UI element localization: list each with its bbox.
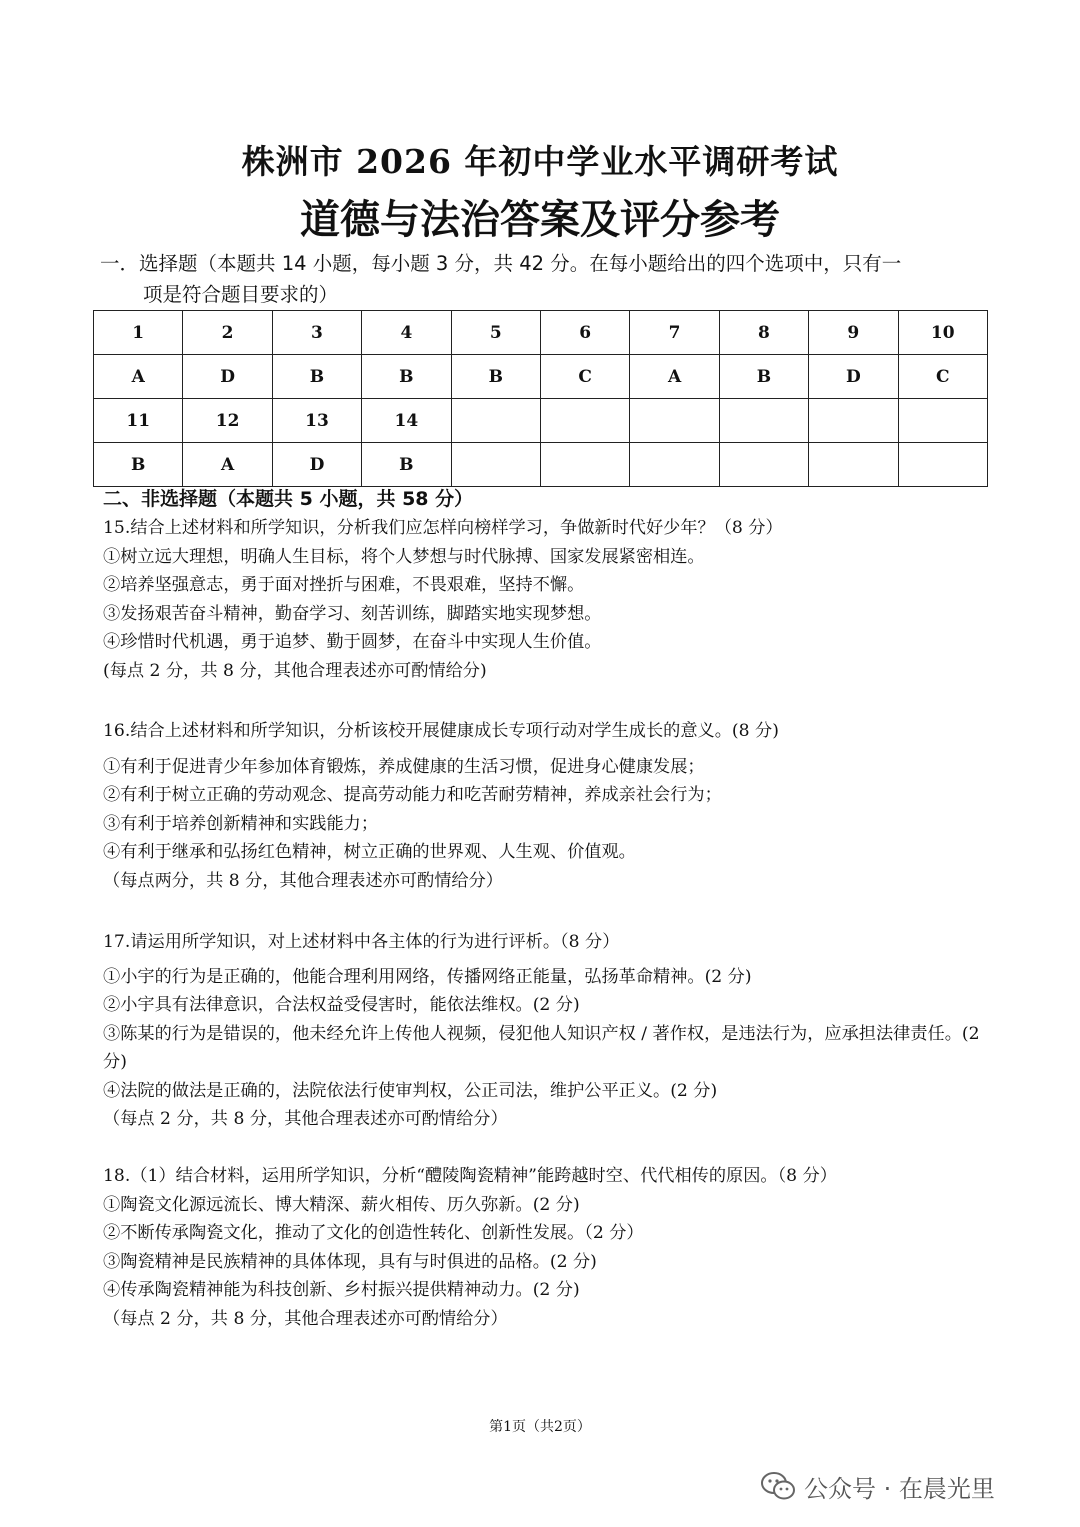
question-number-cell: 7 bbox=[630, 311, 719, 355]
answer-point: ①有利于促进青少年参加体育锻炼，养成健康的生活习惯，促进身心健康发展； bbox=[103, 756, 705, 777]
question-number-cell: 12 bbox=[183, 399, 272, 443]
answer-point: ④法院的做法是正确的，法院依法行使审判权，公正司法，维护公平正义。(2 分) bbox=[103, 1080, 718, 1101]
question-number-cell bbox=[630, 399, 719, 443]
answer-point: ③发扬艰苦奋斗精神，勤奋学习、刻苦训练，脚踏实地实现梦想。 bbox=[103, 603, 602, 624]
page-number: 第1页（共2页） bbox=[489, 1419, 591, 1435]
answer-cell: B bbox=[272, 355, 361, 399]
answer-cell: D bbox=[809, 355, 898, 399]
question-number-cell: 10 bbox=[898, 311, 987, 355]
question-17 bbox=[103, 928, 983, 1134]
scoring-note: （每点 2 分，共 8 分，其他合理表述亦可酌情给分） bbox=[103, 1109, 508, 1129]
answer-cell: A bbox=[94, 355, 183, 399]
answer-cell: C bbox=[540, 355, 629, 399]
scoring-note: （每点 2 分，共 8 分，其他合理表述亦可酌情给分） bbox=[103, 1308, 508, 1329]
question-number-cell: 1 bbox=[94, 311, 183, 355]
answer-cell: A bbox=[183, 443, 272, 487]
answer-point: ②培养坚强意志，勇于面对挫折与困难，不畏艰难，坚持不懈。 bbox=[103, 575, 585, 595]
answer-point: ①陶瓷文化源远流长、博大精深、薪火相传、历久弥新。(2 分) bbox=[103, 1194, 580, 1215]
watermark bbox=[760, 1466, 995, 1506]
watermark-text: 公众号 · 在晨光里 bbox=[804, 1474, 995, 1503]
answer-point: ④有利于继承和弘扬红色精神，树立正确的世界观、人生观、价值观。 bbox=[103, 842, 636, 862]
question-number-cell: 14 bbox=[362, 399, 451, 443]
answer-table-row bbox=[94, 443, 988, 487]
answer-cell: B bbox=[94, 443, 183, 487]
question-number-cell: 4 bbox=[362, 311, 451, 355]
scoring-note: （每点两分，共 8 分，其他合理表述亦可酌情给分） bbox=[103, 870, 503, 891]
exam-title: 株洲市 2026 年初中学业水平调研考试 bbox=[241, 142, 839, 181]
answer-cell: D bbox=[272, 443, 361, 487]
answer-point: ②有利于树立正确的劳动观念、提高劳动能力和吃苦耐劳精神，养成亲社会行为； bbox=[103, 785, 722, 805]
question-number-cell: 5 bbox=[451, 311, 540, 355]
answer-point: ①小宇的行为是正确的，他能合理利用网络，传播网络正能量，弘扬革命精神。(2 分) bbox=[103, 966, 752, 987]
question-15 bbox=[103, 514, 983, 685]
question-prompt: 18.（1）结合材料，运用所学知识，分析“醴陵陶瓷精神”能跨越时空、代代相传的原因。（8 分） bbox=[103, 1166, 837, 1186]
question-number-cell: 11 bbox=[94, 399, 183, 443]
section2-heading: 二、非选择题（本题共 5 小题，共 58 分） bbox=[103, 488, 474, 510]
question-number-cell: 3 bbox=[272, 311, 361, 355]
answer-table-row bbox=[94, 399, 988, 443]
exam-subtitle: 道德与法治答案及评分参考 bbox=[300, 197, 780, 243]
question-prompt: 17.请运用所学知识，对上述材料中各主体的行为进行评析。（8 分） bbox=[103, 932, 620, 952]
question-number-cell: 6 bbox=[540, 311, 629, 355]
answer-point: ②不断传承陶瓷文化，推动了文化的创造性转化、创新性发展。（2 分） bbox=[103, 1223, 644, 1243]
answer-cell bbox=[809, 443, 898, 487]
answer-point: ④传承陶瓷精神能为科技创新、乡村振兴提供精神动力。(2 分) bbox=[103, 1280, 580, 1300]
answer-cell: D bbox=[183, 355, 272, 399]
answer-cell bbox=[898, 443, 987, 487]
answer-table-row bbox=[94, 355, 988, 399]
question-number-cell: 13 bbox=[272, 399, 361, 443]
answer-cell: B bbox=[451, 355, 540, 399]
answer-cell bbox=[719, 443, 808, 487]
answer-cell: B bbox=[719, 355, 808, 399]
question-number-cell bbox=[898, 399, 987, 443]
question-prompt: 15.结合上述材料和所学知识，分析我们应怎样向榜样学习，争做新时代好少年？（8 分） bbox=[103, 518, 783, 538]
question-18 bbox=[103, 1162, 983, 1333]
answer-cell bbox=[540, 443, 629, 487]
scoring-note: (每点 2 分，共 8 分，其他合理表述亦可酌情给分) bbox=[103, 660, 487, 681]
section1-line1: 一．选择题（本题共 14 小题，每小题 3 分，共 42 分。在每小题给出的四个选项中，只有一 bbox=[100, 252, 902, 275]
answer-cell bbox=[630, 443, 719, 487]
answer-cell: B bbox=[362, 443, 451, 487]
question-number-cell: 9 bbox=[809, 311, 898, 355]
question-number-cell bbox=[540, 399, 629, 443]
answer-point: ③有利于培养创新精神和实践能力； bbox=[103, 813, 379, 834]
answer-cell: B bbox=[362, 355, 451, 399]
question-number-cell bbox=[451, 399, 540, 443]
answer-point: ③陈某的行为是错误的，他未经允许上传他人视频，侵犯他人知识产权 / 著作权，是违法行为，应承担法律责任。(2 分) bbox=[103, 1023, 980, 1072]
answer-cell: C bbox=[898, 355, 987, 399]
question-16 bbox=[103, 717, 983, 895]
question-prompt: 16.结合上述材料和所学知识，分析该校开展健康成长专项行动对学生成长的意义。(8 分) bbox=[103, 721, 779, 741]
question-number-cell: 2 bbox=[183, 311, 272, 355]
section1-line2: 项是符合题目要求的） bbox=[143, 283, 339, 306]
answer-cell bbox=[451, 443, 540, 487]
answer-point: ①树立远大理想，明确人生目标，将个人梦想与时代脉搏、国家发展紧密相连。 bbox=[103, 546, 705, 567]
answer-table bbox=[93, 310, 988, 487]
question-number-cell bbox=[809, 399, 898, 443]
question-number-cell: 8 bbox=[719, 311, 808, 355]
answer-point: ③陶瓷精神是民族精神的具体体现，具有与时俱进的品格。(2 分) bbox=[103, 1251, 597, 1272]
answer-cell: A bbox=[630, 355, 719, 399]
wechat-icon bbox=[760, 1471, 796, 1501]
answer-point: ④珍惜时代机遇，勇于追梦、勤于圆梦，在奋斗中实现人生价值。 bbox=[103, 632, 602, 652]
answer-table-row bbox=[94, 311, 988, 355]
answer-point: ②小宇具有法律意识，合法权益受侵害时，能依法维权。(2 分) bbox=[103, 995, 580, 1015]
question-number-cell bbox=[719, 399, 808, 443]
section1-heading bbox=[100, 248, 990, 310]
